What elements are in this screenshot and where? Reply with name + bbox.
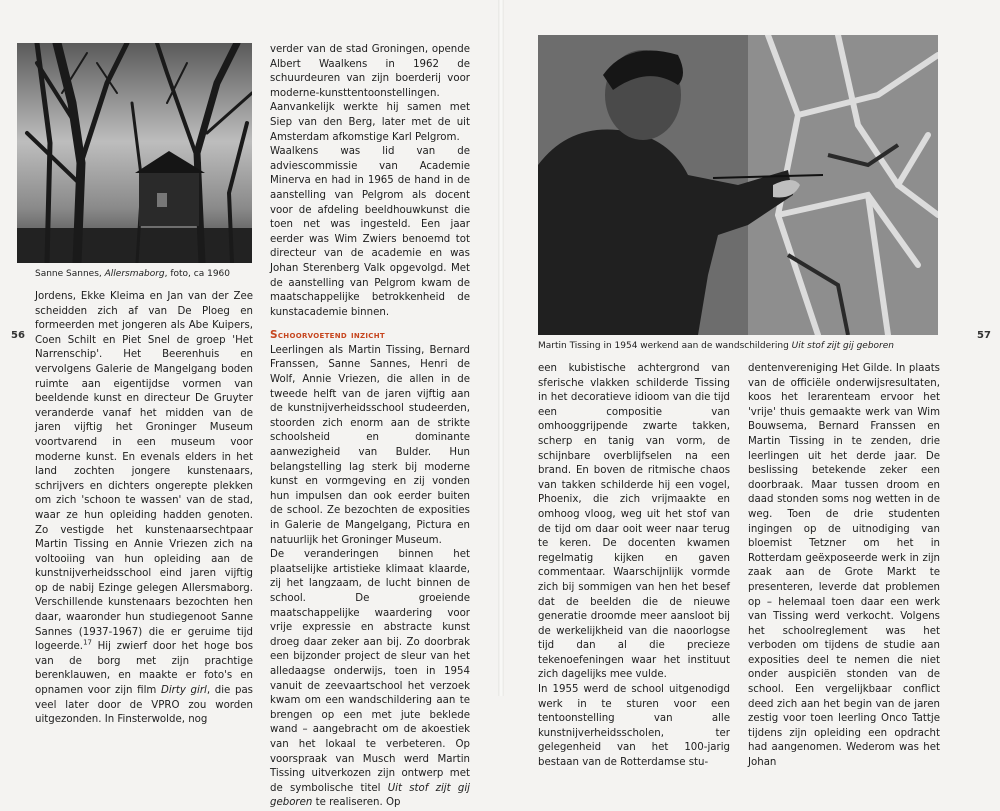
caption-rest: , foto, ca 1960 (164, 269, 231, 279)
caption-author: Sanne Sannes, (35, 269, 105, 279)
left-col2-para4-text: De veranderingen binnen het plaatselijke artistieke klimaat klaarde, zij het langzaam, de lucht binnen de school. De groeiende maatschappelijke waardering voor vrije expressie en abstracte kunst droeg daar zeker aan bij. Zo doorbrak een bijzonder project de sleur van het alledaagse onderwijs, toen in 1954 vanuit de zeevaartschool het verzoek kwam om een wandschildering aan te brengen op een met jute beklede wand – aangebracht om de akoestiek van het lokaal te verbeteren. Op voorspraak van Musch werd Martin Tissing uitverkozen zijn ontwerp met de symbolische titel (270, 549, 470, 794)
martin-tissing-caption (538, 340, 938, 352)
caption-text: Martin Tissing in 1954 werkend aan de wandschildering (538, 341, 792, 351)
martin-tissing-photo (538, 35, 938, 335)
left-column-1 (35, 290, 253, 728)
left-col2-para3: Leerlingen als Martin Tissing, Bernard Franssen, Sanne Sannes, Henri de Wolf, Annie Vriezen, die allen in de tweede helft van de jaren vijftig aan de kunstnijverheidsschool studeerden, stoorden zich enorm aan de strikte schoolsheid en dominante aanwezigheid van Bulder. Hun belangstelling lag sterk bij moderne kunst en vormgeving en zij vonden hun impulsen dan ook eerder buiten de school. Ze bezochten de exposities in Galerie de Mangelgang, Pictura en natuurlijk het Groninger Museum. (270, 344, 470, 546)
right-column-2 (748, 362, 940, 771)
film-title: Dirty girl (161, 685, 207, 697)
section-heading: Schoorvoetend inzicht (270, 329, 385, 342)
allersmaborg-caption (35, 268, 255, 280)
right-col1-para2: In 1955 werd de school uitgenodigd werk in te sturen voor een tentoonstelling van alle kunstnijverheidsscholen, ter gelegenheid van het 100-jarig bestaan van de Rotterdamse stu- (538, 684, 730, 769)
caption-artwork-title: Uit stof zijt gij geboren (791, 341, 895, 351)
left-col1-text-end: , die pas veel later door de VPRO zou worden uitgezonden. In Finsterwolde, nog (35, 685, 253, 726)
allersmaborg-photo-image (17, 43, 252, 263)
book-gutter (498, 0, 504, 696)
page-number-left: 56 (11, 330, 25, 341)
artwork-title: Uit stof zijt gij geboren (270, 782, 470, 809)
caption-title: Allersmaborg (104, 269, 165, 279)
right-column-1 (538, 362, 730, 771)
left-col1-text: Jordens, Ekke Kleima en Jan van der Zee scheidden zich af van De Ploeg en formeerden met jongeren als Abe Kuipers, Coen Schilt en Piet Snel de groep 'Het Narrenschip'. Het Beerenhuis en vervolgens Galerie de Mangelgang boden ruimte aan eigentijdse vormen van beeldende kunst en directeur De Gruyter veranderde vanaf het midden van de jaren vijftig het Groninger Museum voortvarend in een museum voor moderne kunst. En evenals elders in het land zochten jongere kunstenaars, schrijvers en dichters ongerepte plekken om zich 'schoon te wassen' van de stad, waar ze hun opleiding hadden genoten. Zo vestigde het kunstenaarsechtpaar Martin Tissing en Annie Vriezen zich na voltooiing van hun opleiding aan de kunstnijverheidsschool eind jaren vijftig op de nabij Ezinge gelegen Allersmaborg. Verschillende kunstenaars bezochten hen daar, waaronder hun studiegenoot Sanne Sannes (1937-1967) die er geruime tijd logeerde. (35, 291, 253, 653)
martin-tissing-photo-image (538, 35, 938, 335)
page-number-right: 57 (977, 330, 991, 341)
left-col1-text-2: Hij zwierf door het hoge bos van de borg met zijn prachtige berenklauwen, en maakte er foto's en opnamen voor zijn film (35, 641, 253, 697)
left-col2-para4 (270, 548, 470, 811)
right-col1-para1: een kubistische achtergrond van sferische vlakken schilderde Tissing in het decoratieve idioom van die tijd een compositie van omhooggrijpende zwarte takken, scherp en tanig van vorm, de schijnbare overblijfselen na een brand. En boven de ritmische chaos van takken schilderde hij een vogel, Phoenix, die zich vrijmaakte en omhoog vloog, weg uit het stof van de tijd om daar ooit weer naar terug te keren. De docenten kwamen regelmatig kijken en gaven commentaar. Waarschijnlijk vormde zich bij sommigen van hen het besef dat de beelden die de nieuwe generatie droomde meer aansloot bij de werkelijkheid van die naoorlogse tijd dan al die precieze tekenoefeningen waar het instituut zich dagelijks mee vulde. (538, 363, 730, 681)
allersmaborg-photo (17, 43, 252, 263)
left-col2-para1: verder van de stad Groningen, opende Albert Waalkens in 1962 de schuurdeuren van zijn boerderij voor moderne-kunsttentoonstellingen. Aanvankelijk werkte hij samen met Siep van den Berg, later met de uit Amsterdam afkomstige Karl Pelgrom. (270, 44, 470, 143)
right-col2-para1: dentenvereniging Het Gilde. In plaats van de officiële onderwijsresultaten, koos het lerarenteam ervoor het 'vrije' thuis gemaakte werk van Wim Bouwsema, Bernard Franssen en Martin Tissing in te zenden, drie leerlingen uit het derde jaar. De beslissing betekende zeker een doorbraak. Maar tussen droom en daad stonden soms nog wetten in de weg. Toen de drie studenten ingingen op de uitnodiging van bloemist Tetzner om het in Rotterdam geëxposeerde werk in zijn zaak aan de Grote Markt te presenteren, leverde dat problemen op – helemaal toen daar een werk van Tissing werd verkocht. Volgens het schoolreglement was het verboden om tijdens de studie aan exposities deel te nemen die niet onder auspiciën stonden van de school. Een vergelijkbaar conflict deed zich aan het begin van de jaren zestig voor toen leerling Onco Tattje tijdens zijn opleiding een opdracht had aangenomen. Wederom was het Johan (748, 363, 940, 769)
left-col1-paragraph (35, 290, 253, 728)
footnote-marker: 17 (83, 638, 92, 647)
left-col2-para2: Waalkens was lid van de adviescommissie van Academie Minerva en had in 1965 de hand in de aanstelling van Pelgrom als docent voor de afdeling beeldhouwkunst die toen net was ingesteld. Een jaar eerder was Wim Zwiers benoemd tot directeur van de academie en was Johan Sterenberg Valk opgevolgd. Met de aanstelling van Pelgrom kwam de maatschappelijke betrokkenheid de kunstacademie binnen. (270, 146, 470, 318)
left-col2-para4-end: te realiseren. Op (312, 797, 401, 809)
